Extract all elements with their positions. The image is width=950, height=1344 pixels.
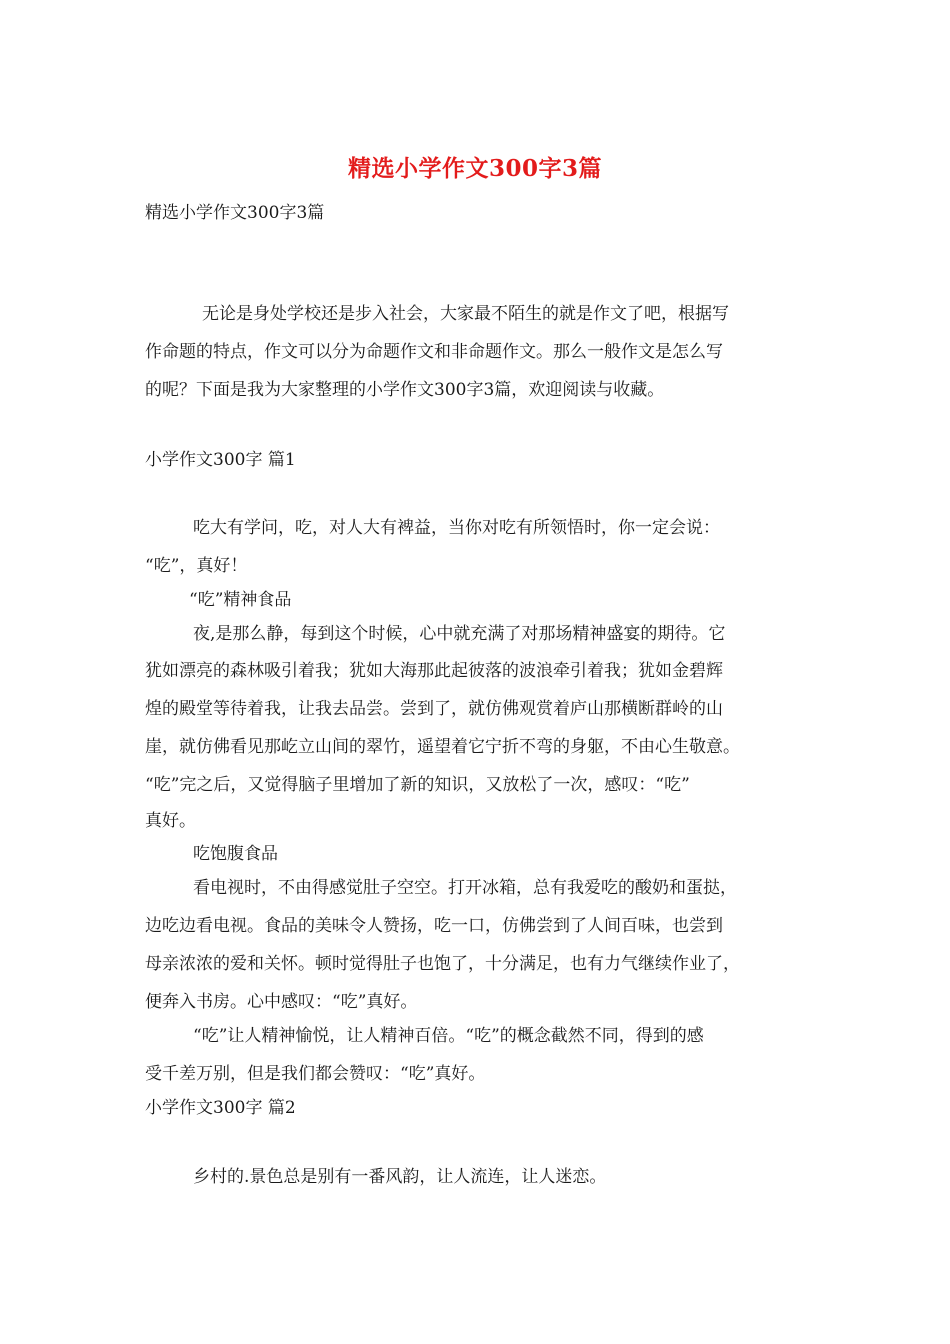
paragraph-line: 崖，就仿佛看见那屹立山间的翠竹，遥望着它宁折不弯的身躯，不由心生敬意。 bbox=[145, 737, 740, 757]
paragraph-line: 母亲浓浓的爱和关怀。顿时觉得肚子也饱了，十分满足，也有力气继续作业了， bbox=[145, 954, 740, 974]
sub-heading: “吃”精神食品 bbox=[189, 590, 292, 610]
sub-heading: 吃饱腹食品 bbox=[193, 844, 278, 864]
paragraph-line: 边吃边看电视。食品的美味令人赞扬，吃一口，仿佛尝到了人间百味，也尝到 bbox=[145, 916, 723, 936]
paragraph-line: 便奔入书房。心中感叹：“吃”真好。 bbox=[145, 992, 418, 1012]
paragraph-line: 无论是身处学校还是步入社会，大家最不陌生的就是作文了吧，根据写 bbox=[202, 304, 729, 324]
paragraph-line: “吃”完之后，又觉得脑子里增加了新的知识，又放松了一次，感叹：“吃” bbox=[145, 775, 690, 795]
paragraph-line: 受千差万别，但是我们都会赞叹：“吃”真好。 bbox=[145, 1064, 486, 1084]
paragraph-line: 夜,是那么静，每到这个时候，心中就充满了对那场精神盛宴的期待。它 bbox=[193, 624, 726, 644]
paragraph-line: 的呢？下面是我为大家整理的小学作文300字3篇，欢迎阅读与收藏。 bbox=[145, 380, 665, 400]
paragraph-line: 吃大有学问，吃，对人大有裨益，当你对吃有所领悟时，你一定会说： bbox=[193, 518, 720, 538]
paragraph-line: “吃”，真好！ bbox=[145, 556, 248, 576]
paragraph-line: 看电视时，不由得感觉肚子空空。打开冰箱，总有我爱吃的酸奶和蛋挞， bbox=[193, 878, 737, 898]
document-title: 精选小学作文300字3篇 bbox=[347, 155, 602, 182]
paragraph-line: 犹如漂亮的森林吸引着我；犹如大海那此起彼落的波浪牵引着我；犹如金碧辉 bbox=[145, 661, 723, 681]
section-heading-2: 小学作文300字 篇2 bbox=[145, 1098, 296, 1118]
paragraph-line: 乡村的.景色总是别有一番风韵，让人流连，让人迷恋。 bbox=[193, 1167, 607, 1187]
paragraph-line: “吃”让人精神愉悦，让人精神百倍。“吃”的概念截然不同，得到的感 bbox=[193, 1026, 704, 1046]
paragraph-line: 煌的殿堂等待着我，让我去品尝。尝到了，就仿佛观赏着庐山那横断群岭的山 bbox=[145, 699, 723, 719]
paragraph-line: 真好。 bbox=[145, 811, 196, 831]
paragraph-line: 作命题的特点，作文可以分为命题作文和非命题作文。那么一般作文是怎么写 bbox=[145, 342, 723, 362]
document-subtitle: 精选小学作文300字3篇 bbox=[145, 203, 325, 223]
section-heading-1: 小学作文300字 篇1 bbox=[145, 450, 296, 470]
